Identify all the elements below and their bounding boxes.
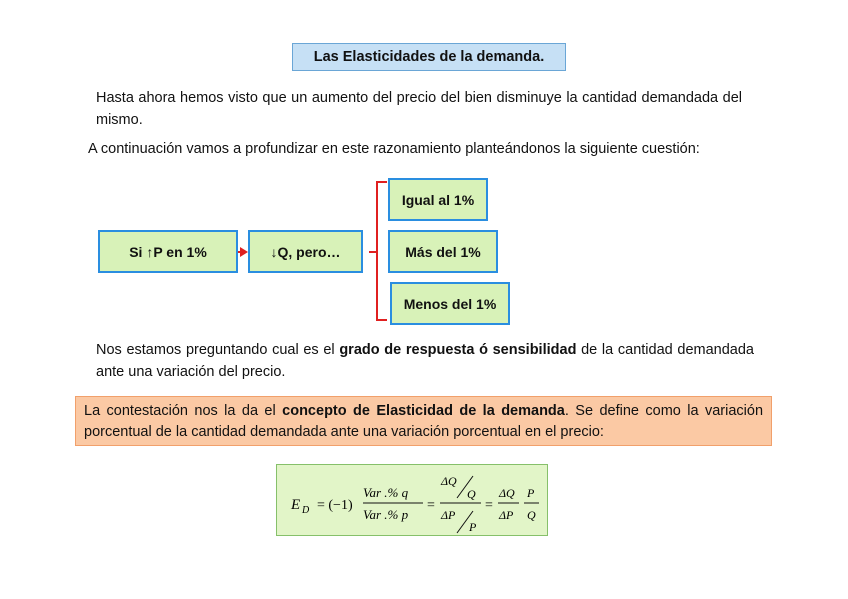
box-equal: Igual al 1% <box>388 178 488 221</box>
formula-dq: ΔQ <box>441 474 457 488</box>
formula-num3a: ΔQ <box>499 486 515 500</box>
formula-q: Q <box>467 487 476 501</box>
formula-neg: = (−1) <box>317 498 353 513</box>
formula-num1: Var .% q <box>363 485 409 500</box>
intro-paragraph: Hasta ahora hemos visto que un aumento del precio del bien disminuye la cantidad demandada del mismo. <box>96 90 742 128</box>
formula-eq1: = <box>427 498 435 513</box>
box-price-increase: Si ↑P en 1% <box>98 230 238 273</box>
formula-lhs: E <box>291 497 301 513</box>
definition-before: La contestación nos la da el <box>84 403 283 419</box>
page-title: Las Elasticidades de la demanda. <box>292 43 566 71</box>
formula-den3b: Q <box>527 508 536 522</box>
formula-lhs-sub: D <box>302 505 310 516</box>
p3-text-after: de la cantidad demandada ante una variación del precio. <box>96 342 754 380</box>
formula-den1: Var .% p <box>363 507 409 522</box>
definition-box <box>75 396 772 446</box>
elasticity-formula <box>276 464 548 536</box>
formula-svg <box>277 465 549 537</box>
arrow-icon <box>238 247 248 257</box>
box-quantity-decrease: ↓Q, pero… <box>248 230 363 273</box>
question-paragraph: A continuación vamos a profundizar en este razonamiento planteándonos la siguiente cuestión: <box>88 141 700 157</box>
formula-den3a: ΔP <box>499 508 514 522</box>
box-less: Menos del 1% <box>390 282 510 325</box>
formula-p: P <box>469 520 477 534</box>
p3-bold-term: grado de respuesta ó sensibilidad <box>339 342 577 358</box>
formula-num3b: P <box>527 486 535 500</box>
definition-bold-term: concepto de Elasticidad de la demanda <box>282 403 565 419</box>
box-more: Más del 1% <box>388 230 498 273</box>
formula-dp: ΔP <box>441 508 456 522</box>
question-explanation <box>96 339 754 383</box>
definition-after: . Se define como la variación porcentual de la cantidad demandada ante una variación porcentual en el precio: <box>84 403 764 440</box>
formula-eq2: = <box>485 498 493 513</box>
brace-bracket <box>369 182 387 320</box>
p3-text-before: Nos estamos preguntando cual es el <box>96 342 340 358</box>
